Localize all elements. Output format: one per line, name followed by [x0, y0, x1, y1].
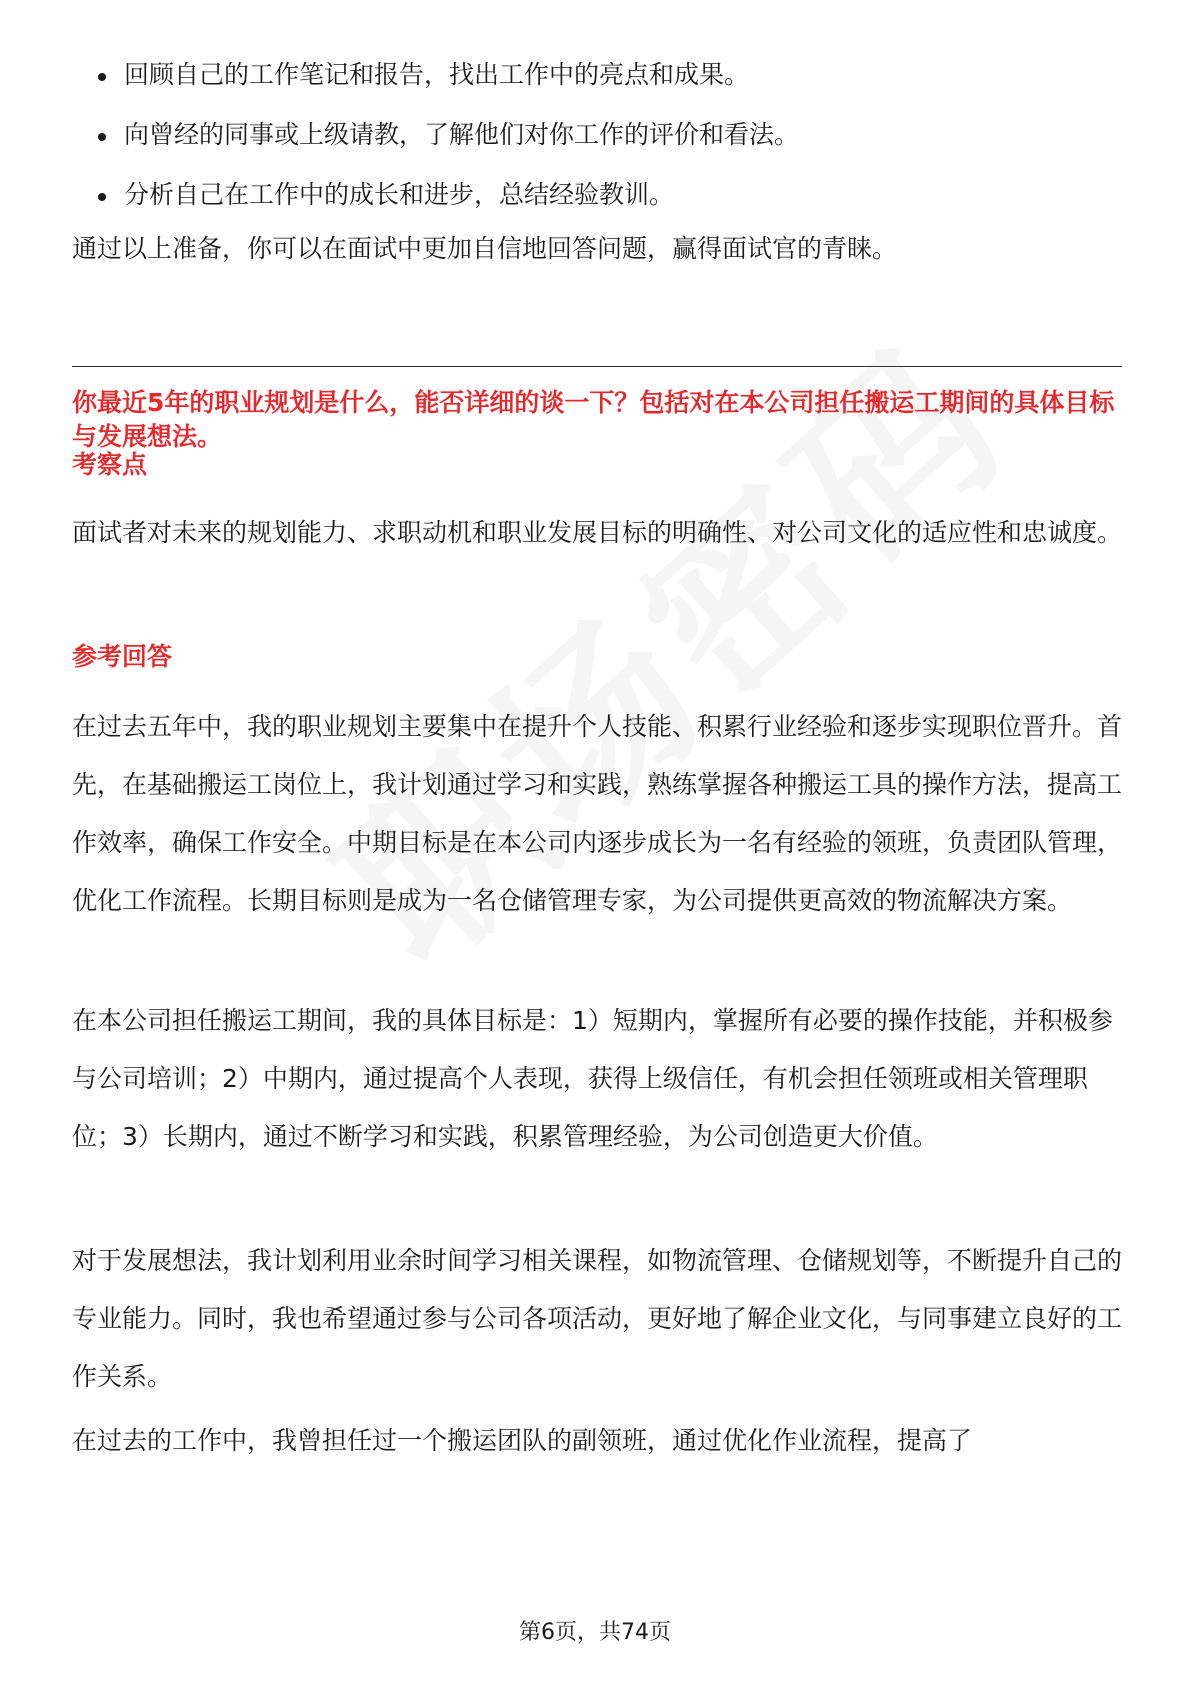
answer-paragraph: 在本公司担任搬运工期间，我的具体目标是：1）短期内，掌握所有必要的操作技能，并积极参与公司培训；2）中期内，通过提高个人表现，获得上级信任，有机会担任领班或相关管理职位；3）长期内，通过不断学习和实践，积累管理经验，为公司创造更大价值。: [72, 1006, 1113, 1151]
section-divider: [72, 366, 1122, 367]
list-item: 回顾自己的工作笔记和报告，找出工作中的亮点和成果。: [72, 58, 799, 92]
answer-paragraph: 在过去的工作中，我曾担任过一个搬运团队的副领班，通过优化作业流程，提高了: [72, 1426, 973, 1455]
answer-paragraph: 对于发展想法，我计划利用业余时间学习相关课程，如物流管理、仓储规划等，不断提升自己的专业能力。同时，我也希望通过参与公司各项活动，更好地了解企业文化，与同事建立良好的工作关系。: [72, 1246, 1123, 1391]
list-item: 向曾经的同事或上级请教，了解他们对你工作的评价和看法。: [72, 118, 799, 152]
document-page: [72, 0, 1122, 1684]
bullet-list: [72, 58, 799, 238]
page-number: 第6页，共74页: [519, 1620, 671, 1645]
focus-label: 考察点: [72, 450, 148, 479]
answer-paragraph: 在过去五年中，我的职业规划主要集中在提升个人技能、积累行业经验和逐步实现职位晋升。首先，在基础搬运工岗位上，我计划通过学习和实践，熟练掌握各种搬运工具的操作方法，提高工作效率，确保工作安全。中期目标是在本公司内逐步成长为一名有经验的领班，负责团队管理，优化工作流程。长期目标则是成为一名仓储管理专家，为公司提供更高效的物流解决方案。: [72, 712, 1123, 915]
question-heading: 你最近5年的职业规划是什么，能否详细的谈一下？包括对在本公司担任搬运工期间的具体目标与发展想法。: [72, 388, 1115, 451]
focus-text: 面试者对未来的规划能力、求职动机和职业发展目标的明确性、对公司文化的适应性和忠诚度。: [72, 518, 1123, 547]
list-item: 分析自己在工作中的成长和进步，总结经验教训。: [72, 178, 799, 212]
answer-label: 参考回答: [72, 642, 173, 671]
summary-paragraph: 通过以上准备，你可以在面试中更加自信地回答问题，赢得面试官的青睐。: [72, 234, 898, 263]
